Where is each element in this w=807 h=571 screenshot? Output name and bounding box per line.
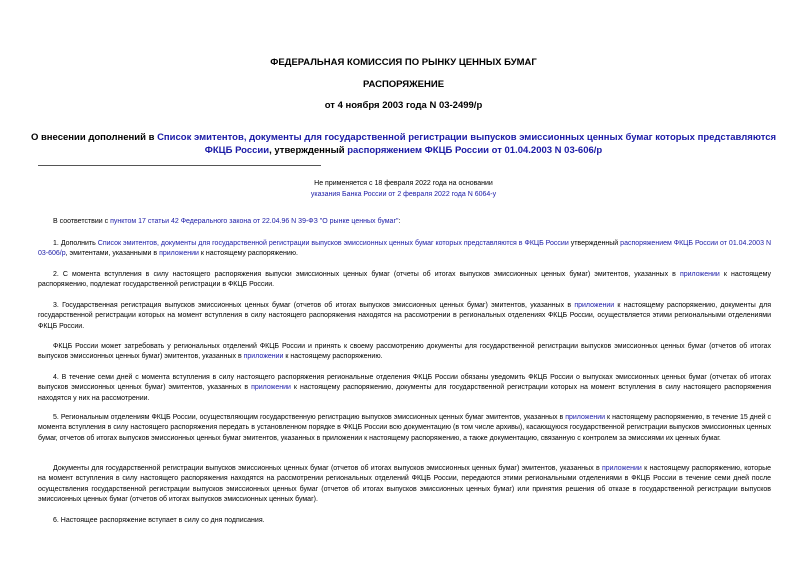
p1-text-d: к настоящему распоряжению. bbox=[198, 250, 298, 258]
title-prefix: О внесении дополнений в bbox=[30, 132, 158, 143]
status-note-link[interactable]: указания Банка России от 2 февраля 2022 года N 6064-у bbox=[310, 191, 497, 198]
intro-colon: : bbox=[398, 218, 401, 225]
intro-text: В соответствии с bbox=[53, 218, 111, 225]
p1-appendix-link[interactable]: приложении bbox=[159, 250, 199, 258]
paragraph-5 bbox=[38, 413, 771, 444]
paragraph-2 bbox=[38, 270, 771, 291]
p3-text-b: к настоящему распоряжению, документы для государственной регистрации которых на момент вступления в силу настоящего распоряжения находятся на рассмотрении в региональных отделениях ФКЦБ России, осуществляется этими региональными отделениями ФКЦБ России. bbox=[38, 302, 771, 330]
paragraph-1 bbox=[38, 239, 771, 260]
p4-text-b: к настоящему распоряжению, документы для государственной регистрации которых на момент вступления в силу настоящего распоряжения находятся у них на рассмотрении. bbox=[38, 384, 772, 402]
p3-appendix-link[interactable]: приложении bbox=[574, 302, 615, 309]
status-note bbox=[0, 178, 807, 200]
intro-law-link[interactable]: пунктом 17 статьи 42 Федерального закона от 22.04.96 N 39-ФЗ "О рынке ценных бумаг" bbox=[110, 218, 399, 225]
p5-text-a: 5. Региональным отделениям ФКЦБ России, осуществляющим государственную регистрацию выпусков эмиссионных ценных бумаг эмитентов, указанных в bbox=[53, 414, 566, 421]
p1-text-a: 1. Дополнить bbox=[53, 240, 98, 247]
p3b-appendix-link[interactable]: приложении bbox=[243, 353, 284, 361]
p2-text-a: 2. С момента вступления в силу настоящего распоряжения выпуски эмиссионных ценных бумаг (отчеты об итогах выпусков эмиссионных ценных бумаг) эмитентов, указанных в bbox=[53, 271, 680, 278]
p1-text-c: , эмитентами, указанными в bbox=[65, 250, 160, 258]
title-link-issuers-list[interactable]: Список эмитентов, документы для государственной регистрации выпусков эмиссионных ценных бумаг которых представляются ФКЦБ России bbox=[157, 132, 777, 156]
document-title bbox=[28, 131, 779, 157]
p5-appendix-link[interactable]: приложении bbox=[565, 414, 606, 421]
p5b-text-a: Документы для государственной регистрации выпусков эмиссионных ценных бумаг (отчетов об итогах выпусков эмиссионных ценных бумаг) эмитентов, указанных в bbox=[53, 465, 602, 472]
intro-paragraph bbox=[38, 217, 771, 227]
agency-heading: ФЕДЕРАЛЬНАЯ КОМИССИЯ ПО РЫНКУ ЦЕННЫХ БУМАГ bbox=[270, 57, 537, 68]
title-link-order[interactable]: распоряжением ФКЦБ России от 01.04.2003 N 03-606/р bbox=[347, 145, 603, 156]
paragraph-3b bbox=[38, 342, 771, 363]
p3-text-a: 3. Государственная регистрация выпусков эмиссионных ценных бумаг (отчетов об итогах выпусков эмиссионных ценных бумаг) эмитентов, указанных в bbox=[53, 302, 575, 309]
document-date-number: от 4 ноября 2003 года N 03-2499/р bbox=[324, 100, 483, 111]
p5b-text-b: к настоящему распоряжению, которые на момент вступления в силу настоящего распоряжения находятся на рассмотрении региональных отделений ФКЦБ России, передаются этими региональными отделениями в ФКЦБ России в течение семи дней после осуществления государственной регистрации выпусков эмиссионных ценных бумаг (отчетов об итогах выпусков эмиссионных ценных бумаг) или принятия решения об отказе в государственной регистрации выпусков эмиссионных ценных бумаг (отчетов об итогах выпусков эмиссионных ценных бумаг). bbox=[38, 465, 772, 503]
p2-appendix-link[interactable]: приложении bbox=[679, 271, 720, 278]
p5-text-b: к настоящему распоряжению, в течение 15 дней с момента вступления в силу настоящего распоряжения передать в установленном порядке в ФКЦБ России всю документацию (в том числе архивы), касающуюся государственной регистрации выпусков эмиссионных ценных бумаг, отчетов об итогах выпусков эмиссионных ценных бумаг эмитентов, указанных в приложении к настоящему распоряжению, а также документацию, связанную с контролем за эмиссиями их ценных бумаг. bbox=[38, 414, 771, 442]
p1-order-link[interactable]: распоряжением ФКЦБ России от 01.04.2003 N 03-606/р bbox=[38, 240, 771, 258]
title-middle: , утвержденный bbox=[269, 145, 348, 156]
p1-issuers-list-link[interactable]: Список эмитентов, документы для государственной регистрации выпусков эмиссионных ценных бумаг которых представляются в ФКЦБ России bbox=[97, 240, 569, 247]
document-type-heading: РАСПОРЯЖЕНИЕ bbox=[362, 79, 445, 90]
paragraph-6 bbox=[38, 516, 771, 526]
p1-text-b: утвержденный bbox=[568, 240, 621, 247]
paragraph-4 bbox=[38, 373, 771, 404]
p3b-text-a: ФКЦБ России может затребовать у региональных отделений ФКЦБ России и принять к своему рассмотрению документы для государственной регистрации выпусков эмиссионных ценных бумаг (отчетов об итогах выпусков эмиссионных ценных бумаг) эмитентов, указанных в bbox=[38, 343, 771, 361]
status-note-text: Не применяется с 18 февраля 2022 года на основании bbox=[314, 180, 493, 187]
separator-line bbox=[38, 165, 321, 166]
paragraph-5b bbox=[38, 464, 771, 505]
p4-appendix-link[interactable]: приложении bbox=[251, 384, 291, 392]
p6-text: 6. Настоящее распоряжение вступает в силу со дня подписания. bbox=[53, 517, 265, 524]
p5b-appendix-link[interactable]: приложении bbox=[602, 465, 642, 472]
p2-text-b: к настоящему распоряжению, подлежат государственной регистрации в ФКЦБ России. bbox=[38, 271, 771, 289]
paragraph-3 bbox=[38, 301, 771, 332]
p3b-text-b: к настоящему распоряжению. bbox=[283, 353, 383, 361]
p4-text-a: 4. В течение семи дней с момента вступления в силу настоящего распоряжения региональные отделения ФКЦБ России обязаны уведомить ФКЦБ России о выпусках эмиссионных ценных бумаг (отчетах об итогах выпусков эмиссионных ценных бумаг) эмитентов, указанных в bbox=[38, 374, 771, 392]
